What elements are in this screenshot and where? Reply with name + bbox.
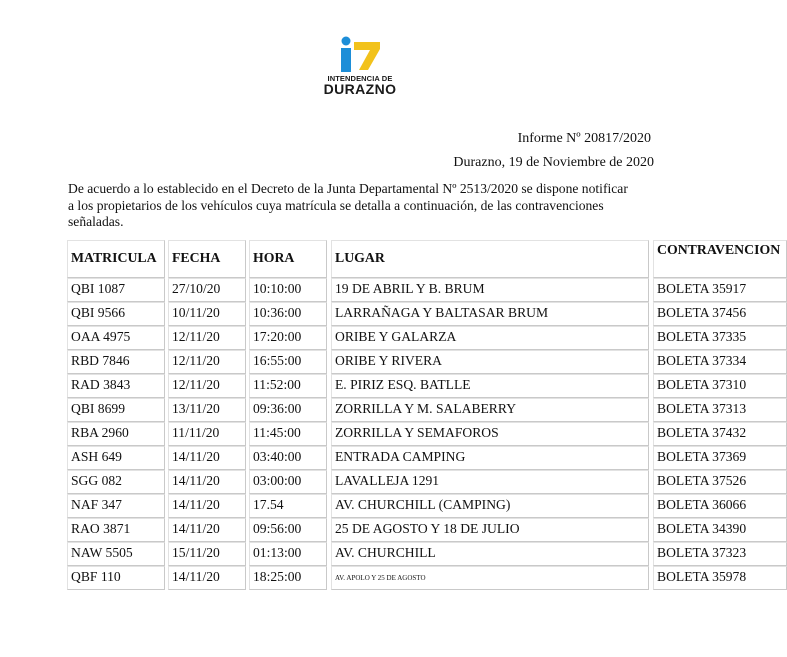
cell-contravencion: BOLETA 34390 [653, 518, 787, 542]
header-matricula: MATRICULA [67, 240, 165, 278]
table-row [67, 470, 747, 494]
cell-hora: 01:13:00 [249, 542, 327, 566]
cell-hora: 11:52:00 [249, 374, 327, 398]
cell-hora: 10:36:00 [249, 302, 327, 326]
contraventions-table [67, 240, 781, 590]
cell-matricula: QBI 8699 [67, 398, 165, 422]
cell-lugar: ORIBE Y RIVERA [331, 350, 649, 374]
cell-hora: 17:20:00 [249, 326, 327, 350]
table-row [67, 350, 747, 374]
cell-fecha: 11/11/20 [168, 422, 246, 446]
cell-hora: 03:40:00 [249, 446, 327, 470]
cell-fecha: 12/11/20 [168, 326, 246, 350]
table-row [67, 374, 747, 398]
logo-line2: DURAZNO [323, 81, 397, 97]
logo-line1: INTENDENCIA DE [327, 74, 393, 83]
cell-matricula: RAO 3871 [67, 518, 165, 542]
cell-matricula: RBA 2960 [67, 422, 165, 446]
cell-hora: 10:10:00 [249, 278, 327, 302]
cell-contravencion: BOLETA 35978 [653, 566, 787, 590]
table-row [67, 566, 747, 590]
cell-lugar: ORIBE Y GALARZA [331, 326, 649, 350]
cell-lugar: 25 DE AGOSTO Y 18 DE JULIO [331, 518, 649, 542]
cell-contravencion: BOLETA 37369 [653, 446, 787, 470]
cell-lugar: ZORRILLA Y M. SALABERRY [331, 398, 649, 422]
table-row [67, 326, 747, 350]
logo [312, 36, 408, 100]
table-row [67, 398, 747, 422]
cell-fecha: 14/11/20 [168, 518, 246, 542]
cell-fecha: 13/11/20 [168, 398, 246, 422]
cell-matricula: QBI 9566 [67, 302, 165, 326]
cell-matricula: SGG 082 [67, 470, 165, 494]
cell-contravencion: BOLETA 37323 [653, 542, 787, 566]
cell-lugar: AV. CHURCHILL (CAMPING) [331, 494, 649, 518]
cell-matricula: ASH 649 [67, 446, 165, 470]
cell-matricula: NAF 347 [67, 494, 165, 518]
cell-lugar: AV. CHURCHILL [331, 542, 649, 566]
cell-contravencion: BOLETA 37334 [653, 350, 787, 374]
cell-contravencion: BOLETA 37526 [653, 470, 787, 494]
table-row [67, 302, 747, 326]
cell-lugar: AV. APOLO Y 25 DE AGOSTO [331, 566, 649, 590]
table-row [67, 422, 747, 446]
table-row [67, 446, 747, 470]
cell-matricula: QBF 110 [67, 566, 165, 590]
cell-fecha: 15/11/20 [168, 542, 246, 566]
cell-matricula: RBD 7846 [67, 350, 165, 374]
cell-hora: 18:25:00 [249, 566, 327, 590]
cell-fecha: 14/11/20 [168, 470, 246, 494]
cell-fecha: 14/11/20 [168, 566, 246, 590]
cell-hora: 17.54 [249, 494, 327, 518]
cell-contravencion: BOLETA 36066 [653, 494, 787, 518]
cell-matricula: NAW 5505 [67, 542, 165, 566]
place-date: Durazno, 19 de Noviembre de 2020 [453, 155, 654, 170]
cell-hora: 09:36:00 [249, 398, 327, 422]
cell-fecha: 27/10/20 [168, 278, 246, 302]
cell-contravencion: BOLETA 37432 [653, 422, 787, 446]
cell-contravencion: BOLETA 37310 [653, 374, 787, 398]
cell-fecha: 12/11/20 [168, 350, 246, 374]
cell-lugar: E. PIRIZ ESQ. BATLLE [331, 374, 649, 398]
table-row [67, 278, 747, 302]
cell-fecha: 10/11/20 [168, 302, 246, 326]
cell-hora: 09:56:00 [249, 518, 327, 542]
cell-matricula: RAD 3843 [67, 374, 165, 398]
table-row [67, 542, 747, 566]
cell-hora: 03:00:00 [249, 470, 327, 494]
header-hora: HORA [249, 240, 327, 278]
informe-number: Informe Nº 20817/2020 [517, 131, 651, 146]
header-contravencion: CONTRAVENCION [653, 240, 787, 278]
cell-lugar: ZORRILLA Y SEMAFOROS [331, 422, 649, 446]
intro-paragraph: De acuerdo a lo establecido en el Decreto de la Junta Departamental Nº 2513/2020 se dispone notificar a los propietarios de los vehículos cuya matrícula se detalla a continuación, de las contravenciones señaladas. [68, 181, 628, 229]
cell-fecha: 14/11/20 [168, 446, 246, 470]
cell-matricula: OAA 4975 [67, 326, 165, 350]
cell-contravencion: BOLETA 37313 [653, 398, 787, 422]
cell-lugar: LARRAÑAGA Y BALTASAR BRUM [331, 302, 649, 326]
cell-fecha: 12/11/20 [168, 374, 246, 398]
cell-fecha: 14/11/20 [168, 494, 246, 518]
table-header-row [67, 240, 781, 278]
cell-contravencion: BOLETA 37335 [653, 326, 787, 350]
cell-lugar: LAVALLEJA 1291 [331, 470, 649, 494]
table-row [67, 494, 747, 518]
cell-contravencion: BOLETA 37456 [653, 302, 787, 326]
cell-lugar: ENTRADA CAMPING [331, 446, 649, 470]
cell-lugar: 19 DE ABRIL Y B. BRUM [331, 278, 649, 302]
table-row [67, 518, 747, 542]
cell-hora: 16:55:00 [249, 350, 327, 374]
header-fecha: FECHA [168, 240, 246, 278]
header-lugar: LUGAR [331, 240, 649, 278]
cell-hora: 11:45:00 [249, 422, 327, 446]
cell-contravencion: BOLETA 35917 [653, 278, 787, 302]
cell-matricula: QBI 1087 [67, 278, 165, 302]
logo-mark-icon [336, 36, 384, 74]
